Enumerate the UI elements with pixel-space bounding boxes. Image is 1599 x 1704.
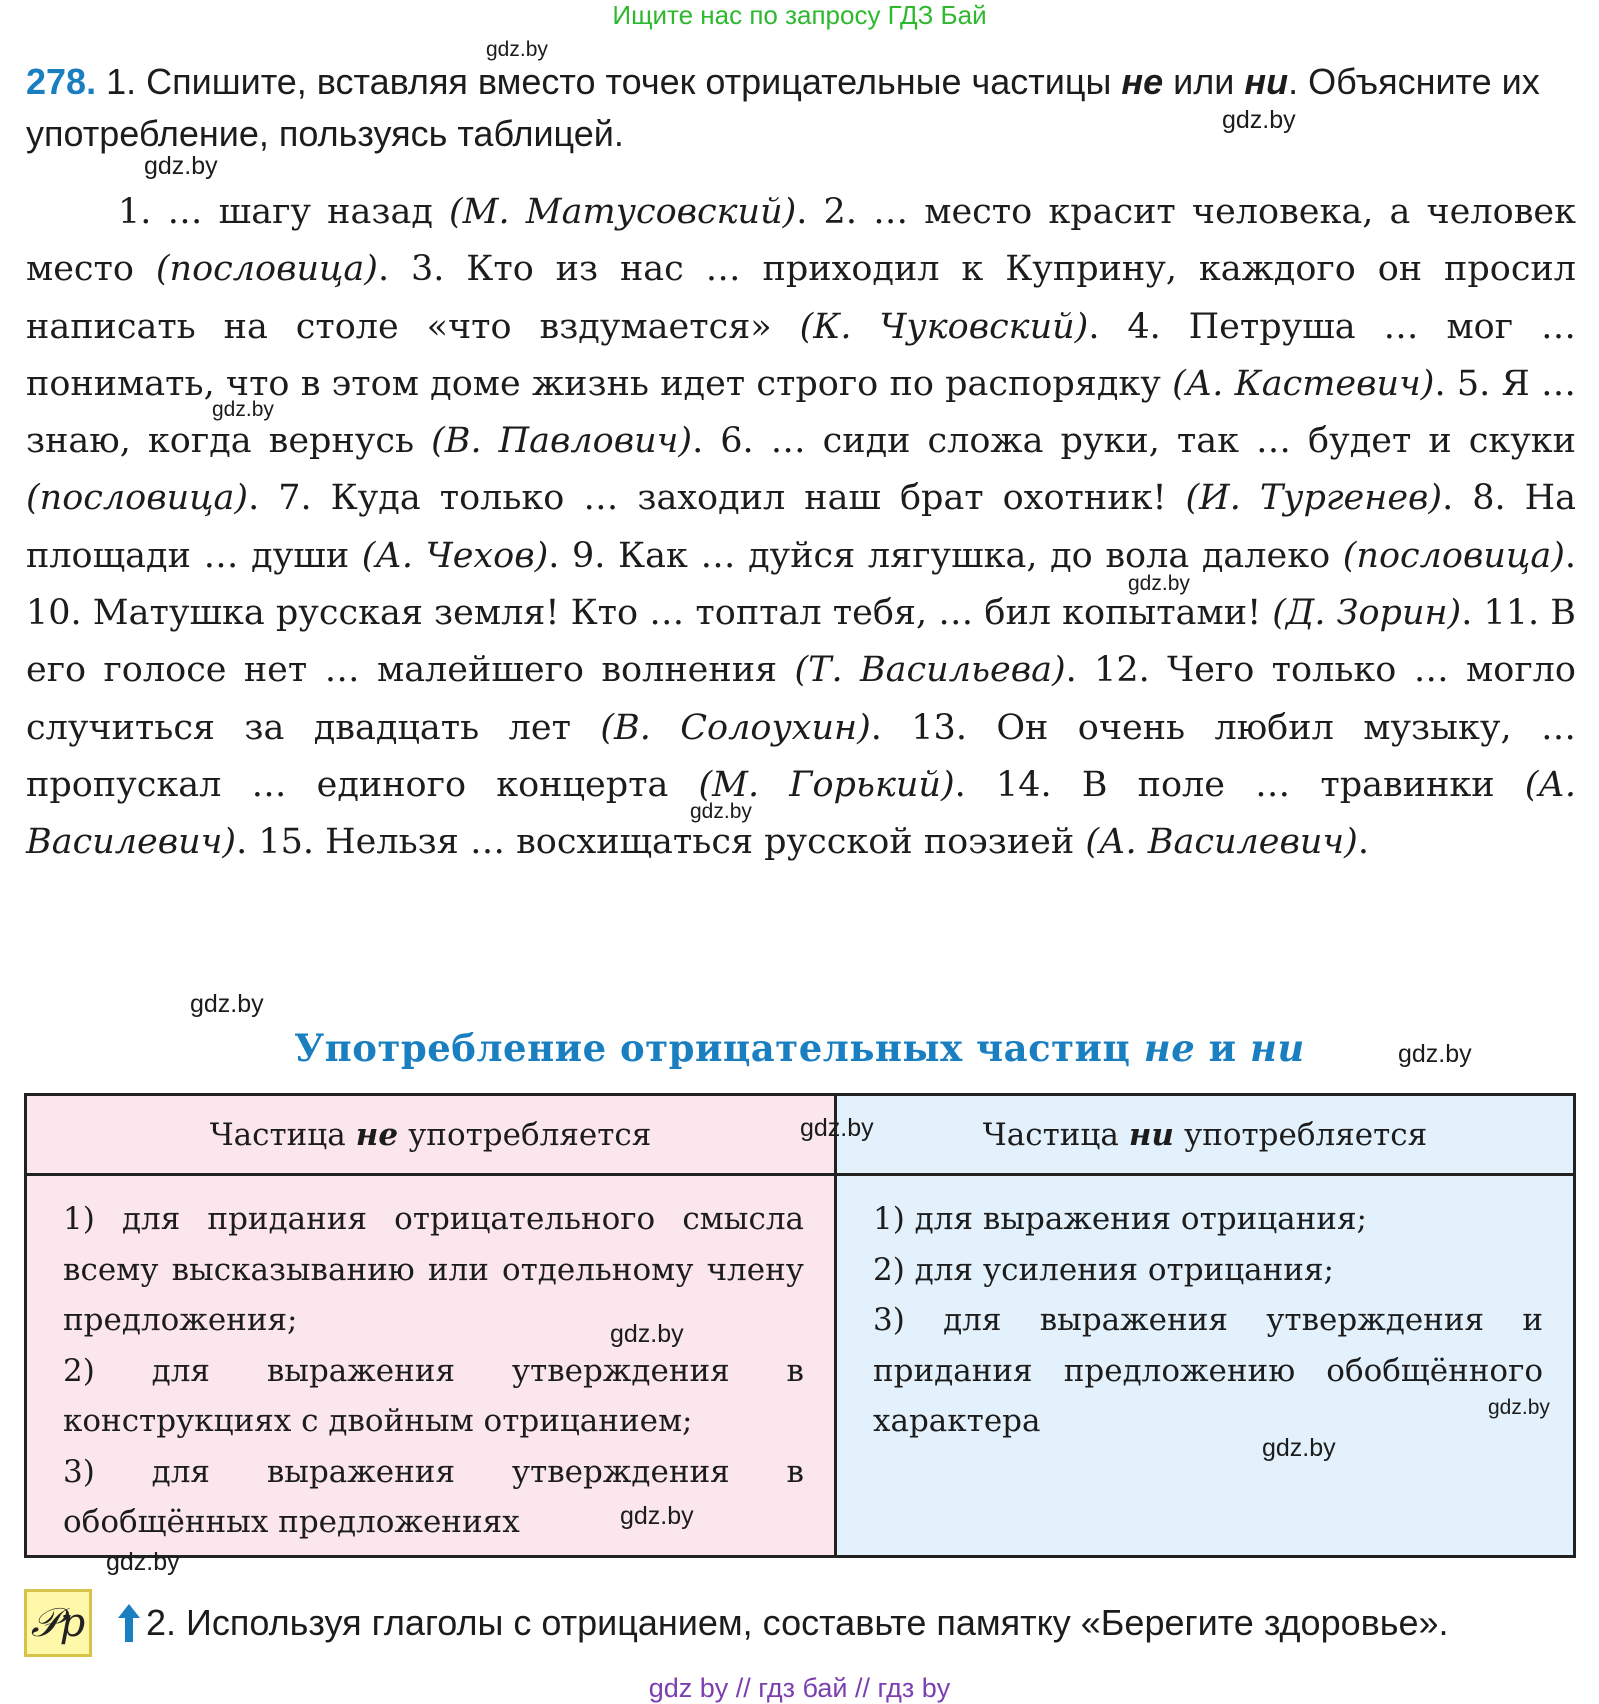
rule-item: 1) для выражения отрицания;	[873, 1201, 1367, 1237]
watermark: gdz.by	[1398, 1040, 1472, 1068]
sentence: 15. Нельзя … восхищаться русской поэзией (А. Василевич).	[258, 822, 1369, 863]
watermark: gdz.by	[620, 1502, 694, 1530]
column-ni	[837, 1096, 1573, 1555]
watermark: gdz.by	[800, 1114, 874, 1142]
rule-item: 2) для усиления отрицания;	[873, 1251, 1334, 1288]
bottom-banner: gdz by // гдз бай // гдз by	[648, 1673, 951, 1703]
watermark: gdz.by	[486, 38, 548, 61]
rule-item: 1) для придания отрицательного смысла всему высказыванию или отдельному члену предложения;	[63, 1201, 804, 1338]
column-ne-items	[27, 1176, 834, 1548]
sentence: 3. Кто из нас … приходил к Куприну, каждого он просил написать на столе «что вздумается» (К. Чуковский).	[26, 249, 1576, 347]
exercise-text	[26, 184, 1576, 872]
watermark: gdz.by	[212, 398, 274, 421]
column-ni-items	[837, 1176, 1573, 1447]
column-ne-header: Частица не употребляется	[27, 1096, 834, 1176]
task-2-text: 2. Используя глаголы с отрицанием, составьте памятку «Берегите здоровье».	[146, 1602, 1449, 1643]
watermark: gdz.by	[610, 1320, 684, 1348]
sentence: 11. В его голосе нет … малейшего волнения (Т. Васильева).	[26, 593, 1576, 691]
task-or: или	[1163, 61, 1245, 102]
task-intro: 1. Спишите, вставляя вместо точек отрицательные частицы	[96, 61, 1122, 102]
site-banner: Ищите нас по запросу ГДЗ Бай	[612, 0, 987, 30]
sentence: 7. Куда только … заходил наш брат охотник! (И. Тургенев).	[278, 478, 1473, 519]
table-title: Употребление отрицательных частиц не и ни	[294, 1026, 1305, 1070]
sentence: 5. Я … знаю, когда вернусь (В. Павлович).	[26, 363, 1576, 462]
sentence: 9. Как … дуйся лягушка, до вола далеко (пословица).	[572, 535, 1577, 576]
sentence: 2. … место красит человека, а человек место (пословица).	[26, 192, 1576, 290]
watermark: gdz.by	[106, 1548, 180, 1576]
rule-item: 3) для выражения утверждения в обобщённых предложениях	[63, 1453, 804, 1540]
sentence: 8. На площади … души (А. Чехов).	[26, 478, 1576, 576]
up-arrow-icon	[118, 1604, 140, 1642]
watermark: gdz.by	[1262, 1434, 1336, 1462]
watermark: gdz.by	[1128, 572, 1190, 595]
column-ni-header: Частица ни употребляется	[837, 1096, 1573, 1176]
watermark: gdz.by	[144, 152, 218, 180]
sentence: 4. Петруша … мог … понимать, что в этом доме жизнь идет строго по распорядку (А. Кастевич).	[26, 306, 1576, 404]
rules-table	[24, 1093, 1576, 1558]
pp-icon: 𝒫p	[24, 1589, 92, 1657]
sentence: 12. Чего только … могло случиться за двадцать лет (В. Солоухин).	[26, 650, 1576, 748]
watermark: gdz.by	[190, 990, 264, 1018]
sentence: 14. В поле … травинки (А. Василевич).	[26, 764, 1576, 863]
task-number: 278.	[26, 61, 97, 102]
watermark: gdz.by	[1488, 1396, 1550, 1419]
rule-item: 2) для выражения утверждения в конструкциях с двойным отрицанием;	[63, 1352, 804, 1439]
task-instruction	[26, 56, 1576, 160]
sentence: 10. Матушка русская земля! Кто … топтал тебя, … бил копытами! (Д. Зорин).	[26, 593, 1484, 634]
column-ne	[27, 1096, 837, 1555]
sentence: 13. Он очень любил музыку, … пропускал … единого концерта (М. Горький).	[26, 707, 1576, 805]
rule-item: 3) для выражения утверждения и придания предложению обобщённого характера	[873, 1302, 1543, 1439]
sentence: 6. … сиди сложа руки, так … будет и скуки (пословица).	[26, 421, 1576, 519]
task-intro-end: . Объясните их употребление, пользуясь таблицей.	[26, 61, 1540, 154]
watermark: gdz.by	[1222, 106, 1296, 134]
sentence: 1. … шагу назад (М. Матусовский).	[118, 192, 824, 232]
particle-ne: не	[1121, 61, 1164, 102]
watermark: gdz.by	[690, 800, 752, 823]
particle-ni: ни	[1244, 61, 1289, 102]
task-2	[24, 1588, 1584, 1658]
